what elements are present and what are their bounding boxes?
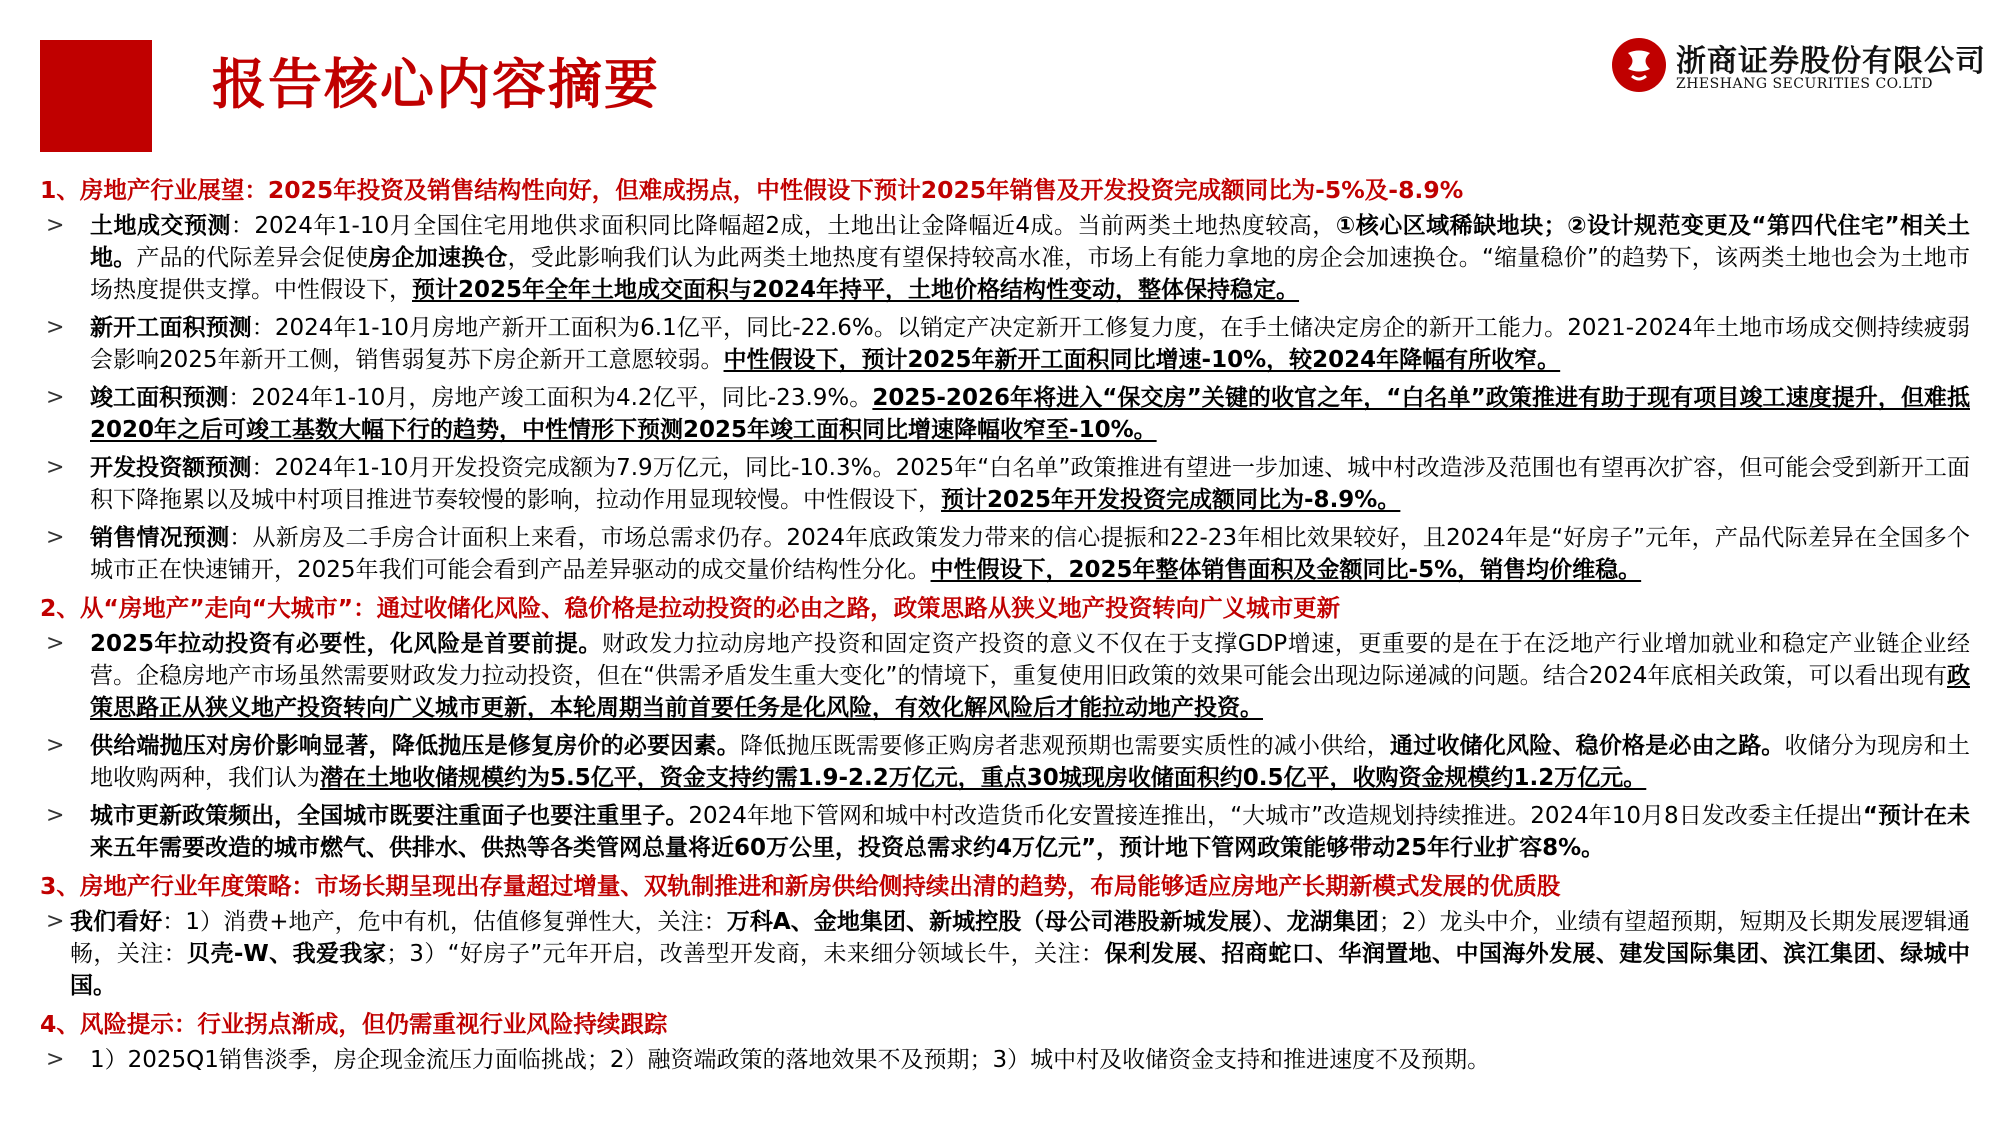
chevron-right-icon: > bbox=[46, 455, 65, 480]
item-lead: 土地成交预测 bbox=[90, 213, 231, 239]
list-item-necessity bbox=[40, 628, 1970, 724]
brand-name-en: ZHESHANG SECURITIES CO.LTD bbox=[1676, 76, 1934, 92]
item-text: ；3）“好房子”元年开启，改善型开发商，未来细分领域长牛，关注： bbox=[386, 941, 1105, 967]
summary-content bbox=[40, 168, 1970, 1082]
list-item-supply bbox=[40, 730, 1970, 794]
chevron-right-icon: > bbox=[46, 803, 65, 828]
section-heading: 3、房地产行业年度策略：市场长期呈现出存量超过增量、双轨制推进和新房供给侧持续出清的趋势，布局能够适应房地产长期新模式发展的优质股 bbox=[40, 872, 1561, 900]
item-bold: 通过收储化风险、稳价格是必由之路。 bbox=[1389, 733, 1785, 759]
item-bold: “预计在未来五年需要改造的城市燃气、供排水、供热等各类管网总量将近60万公里，投资总需求约4万亿元”，预计地下管网政策能够带动25年行业扩容8%。 bbox=[90, 803, 1970, 861]
brand-name-cn: 浙商证券股份有限公司 bbox=[1676, 44, 1986, 79]
list-item-investment bbox=[40, 452, 1970, 516]
chevron-right-icon: > bbox=[46, 525, 65, 550]
item-highlight: 中性假设下，预计2025年新开工面积同比增速-10%，较2024年降幅有所收窄。 bbox=[723, 347, 1561, 373]
item-lead: 开发投资额预测 bbox=[90, 455, 252, 481]
item-lead: 竣工面积预测 bbox=[90, 385, 229, 411]
item-lead: 我们看好 bbox=[70, 909, 163, 935]
item-lead: 新开工面积预测 bbox=[90, 315, 252, 341]
item-text: ：1）消费+地产，危中有机，估值修复弹性大，关注： bbox=[162, 909, 727, 935]
list-item-land bbox=[40, 210, 1970, 306]
item-lead: 2025年拉动投资有必要性，化风险是首要前提。 bbox=[90, 631, 602, 657]
chevron-right-icon: > bbox=[46, 733, 65, 758]
item-text: 2024年地下管网和城中村改造货币化安置接连推出，“大城市”改造规划持续推进。2024年10月8日发改委主任提出 bbox=[688, 803, 1863, 829]
chevron-right-icon: > bbox=[46, 909, 65, 934]
item-bold: ①核心区域稀缺地块；②设计规范变更及“第四代住宅”相关土地。 bbox=[90, 213, 1971, 271]
item-highlight: 中性假设下，2025年整体销售面积及金额同比-5%，销售均价维稳。 bbox=[930, 557, 1642, 583]
list-item-newstart bbox=[40, 312, 1970, 376]
header-accent-block bbox=[40, 40, 152, 152]
item-highlight: 政策思路正从狭义地产投资转向广义城市更新，本轮周期当前首要任务是化风险，有效化解风险后才能拉动地产投资。 bbox=[90, 663, 1970, 721]
item-highlight: 预计2025年全年土地成交面积与2024年持平，土地价格结构性变动，整体保持稳定。 bbox=[412, 277, 1300, 303]
section-heading: 4、风险提示：行业拐点渐成，但仍需重视行业风险持续跟踪 bbox=[40, 1010, 668, 1038]
section-heading: 2、从“房地产”走向“大城市”：通过收储化风险、稳价格是拉动投资的必由之路，政策思路从狭义地产投资转向广义城市更新 bbox=[40, 594, 1341, 622]
chevron-right-icon: > bbox=[46, 1047, 65, 1072]
item-lead: 供给端抛压对房价影响显著，降低抛压是修复房价的必要因素。 bbox=[90, 733, 740, 759]
chevron-right-icon: > bbox=[46, 631, 65, 656]
item-text: ：2024年1-10月，房地产竣工面积为4.2亿平，同比-23.9%。 bbox=[228, 385, 873, 411]
item-text: 降低抛压既需要修正购房者悲观预期也需要实质性的减小供给， bbox=[739, 733, 1390, 759]
item-lead: 销售情况预测 bbox=[90, 525, 230, 551]
item-text: 收储分为现房和土地收购两种，我们认为 bbox=[90, 733, 1971, 791]
item-text: ，受此影响我们认为此两类土地热度有望保持较高水准，市场上有能力拿地的房企会加速换仓。“缩量稳价”的趋势下，该两类土地也会为土地市场热度提供支撑。中性假设下， bbox=[90, 245, 1971, 303]
item-highlight: 潜在土地收储规模约为5.5亿平，资金支持约需1.9-2.2万亿元，重点30城现房收储面积约0.5亿平，收购资金规模约1.2万亿元。 bbox=[320, 765, 1647, 791]
brand-logo bbox=[1610, 36, 1986, 94]
chevron-right-icon: > bbox=[46, 385, 65, 410]
item-text: 财政发力拉动房地产投资和固定资产投资的意义不仅在于支撑GDP增速，更重要的是在于在泛地产行业增加就业和稳定产业链企业经营。企稳房地产市场虽然需要财政发力拉动投资，但在“供需矛盾发生重大变化”的情境下，重复使用旧政策的效果可能会出现边际递减的问题。结合2024年底相关政策，可以看出现有 bbox=[90, 631, 1971, 689]
list-item-completion bbox=[40, 382, 1970, 446]
item-text: ：2024年1-10月房地产新开工面积为6.1亿平，同比-22.6%。以销定产决定新开工修复力度，在手土储决定房企的新开工能力。2021-2024年土地市场成交侧持续疲弱会影响2025年新开工侧，销售弱复苏下房企新开工意愿较弱。 bbox=[90, 315, 1970, 373]
list-item-renewal bbox=[40, 800, 1970, 864]
chevron-right-icon: > bbox=[46, 315, 65, 340]
item-text: ：2024年1-10月全国住宅用地供求面积同比降幅超2成，土地出让金降幅近4成。当前两类土地热度较高， bbox=[230, 213, 1336, 239]
item-bold: 万科A、金地集团、新城控股（母公司港股新城发展）、龙湖集团 bbox=[726, 909, 1379, 935]
item-highlight: 2025-2026年将进入“保交房”关键的收官之年，“白名单”政策推进有助于现有项目竣工速度提升，但难抵2020年之后可竣工基数大幅下行的趋势，中性情形下预测2025年竣工面积同比增速降幅收窄至-10%。 bbox=[90, 385, 1970, 443]
section-heading: 1、房地产行业展望：2025年投资及销售结构性向好，但难成拐点，中性假设下预计2025年销售及开发投资完成额同比为-5%及-8.9% bbox=[40, 176, 1464, 204]
item-text: 产品的代际差异会促使 bbox=[136, 245, 369, 271]
item-text: ；2）龙头中介，业绩有望超预期，短期及长期发展逻辑通畅，关注： bbox=[70, 909, 1971, 967]
chevron-right-icon: > bbox=[46, 213, 65, 238]
item-text: ：2024年1-10月开发投资完成额为7.9万亿元，同比-10.3%。2025年“白名单”政策推进有望进一步加速、城中村改造涉及范围也有望再次扩容，但可能会受到新开工面积下降拖累以及城中村项目推进节奏较慢的影响，拉动作用显现较慢。中性假设下， bbox=[90, 455, 1970, 513]
item-bold: 房企加速换仓 bbox=[368, 245, 508, 271]
item-lead: 城市更新政策频出，全国城市既要注重面子也要注重里子。 bbox=[90, 803, 689, 829]
item-bold: 保利发展、招商蛇口、华润置地、中国海外发展、建发国际集团、滨江集团、绿城中国。 bbox=[70, 941, 1971, 999]
item-highlight: 预计2025年开发投资完成额同比为-8.9%。 bbox=[941, 487, 1401, 513]
item-text: ：从新房及二手房合计面积上来看，市场总需求仍存。2024年底政策发力带来的信心提振和22-23年相比效果较好，且2024年是“好房子”元年，产品代际差异在全国多个城市正在快速铺开，2025年我们可能会看到产品差异驱动的成交量价结构性分化。 bbox=[90, 525, 1971, 583]
zheshang-logo-icon bbox=[1610, 36, 1668, 94]
item-text: 1）2025Q1销售淡季，房企现金流压力面临挑战；2）融资端政策的落地效果不及预期；3）城中村及收储资金支持和推进速度不及预期。 bbox=[90, 1047, 1491, 1073]
page-title: 报告核心内容摘要 bbox=[212, 53, 660, 116]
item-bold: 贝壳-W、我爱我家 bbox=[187, 941, 387, 967]
list-item-picks bbox=[40, 906, 1970, 1002]
list-item-risks bbox=[40, 1044, 1970, 1076]
list-item-sales bbox=[40, 522, 1970, 586]
